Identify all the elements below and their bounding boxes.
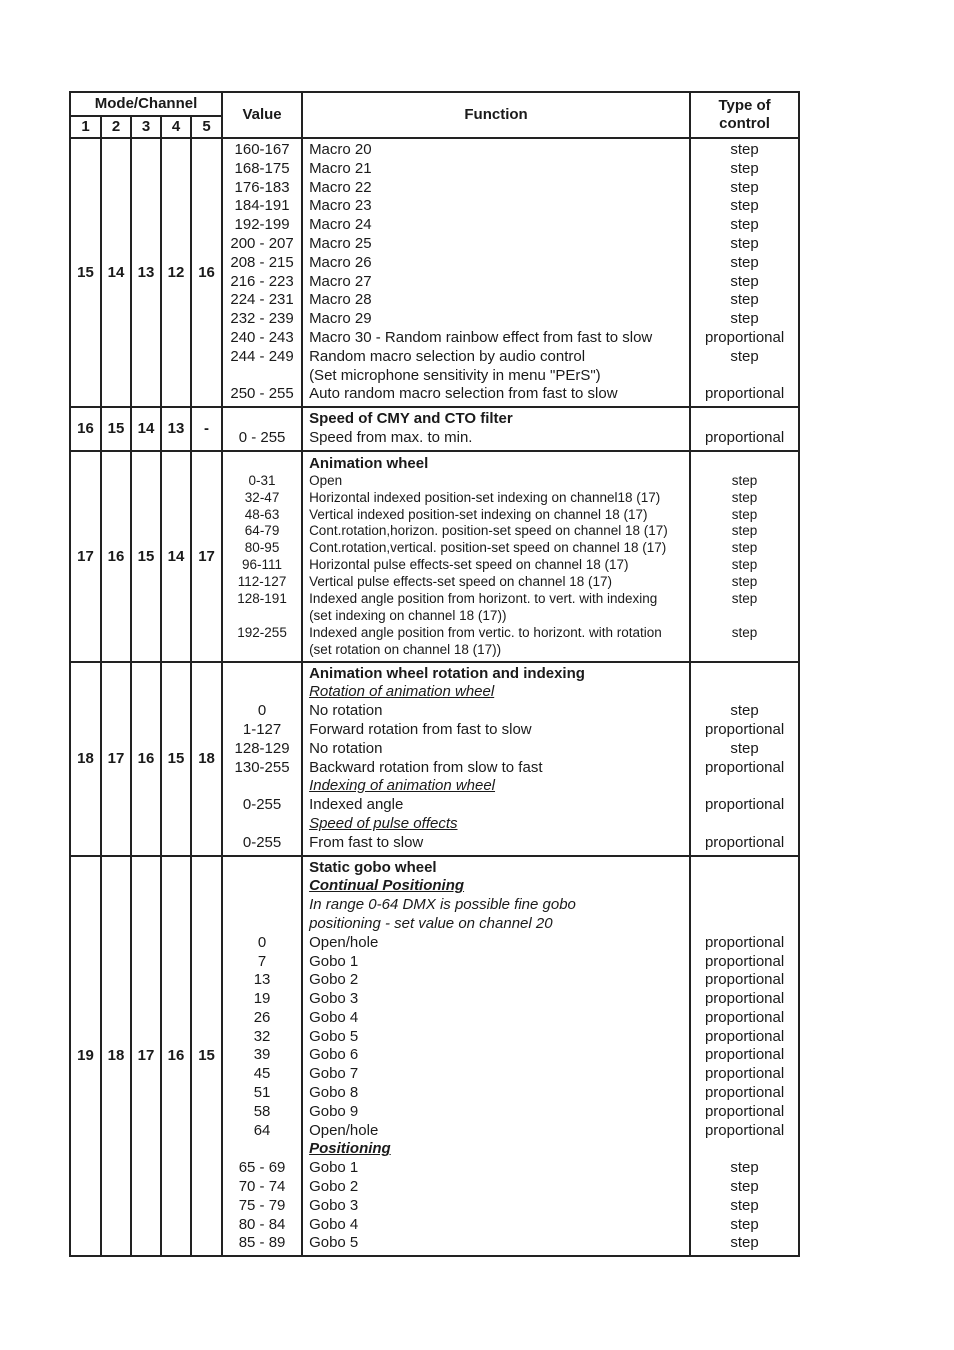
function-line: Macro 28 bbox=[309, 291, 372, 309]
value-line: 192-199 bbox=[234, 216, 290, 234]
channel-number-mode-1: 18 bbox=[70, 662, 101, 856]
value-line: 32-47 bbox=[244, 489, 280, 505]
type-line bbox=[691, 642, 798, 659]
value-line: 224 - 231 bbox=[230, 291, 294, 309]
channel-number-mode-2: 15 bbox=[101, 407, 131, 451]
function-line: No rotation bbox=[309, 702, 383, 720]
channel-number-mode-5: 18 bbox=[191, 662, 222, 856]
table-row bbox=[70, 407, 799, 451]
value-cell bbox=[222, 407, 302, 451]
type-line bbox=[691, 410, 798, 429]
type-line bbox=[691, 367, 798, 386]
function-line: Vertical pulse effects-set speed on channel 18 (17) bbox=[309, 574, 613, 590]
value-line: 51 bbox=[253, 1084, 271, 1102]
mode-4-header: 4 bbox=[161, 116, 191, 138]
channel-number-mode-4: 14 bbox=[161, 451, 191, 662]
mode-2-header: 2 bbox=[101, 116, 131, 138]
value-cell bbox=[222, 451, 302, 662]
type-line: step bbox=[731, 540, 758, 556]
function-line: (Set microphone sensitivity in menu "PErS") bbox=[309, 366, 601, 384]
type-of-control-header bbox=[690, 92, 799, 138]
value-cell bbox=[222, 138, 302, 407]
channel-number-mode-3: 16 bbox=[131, 662, 161, 856]
value-line: 128-129 bbox=[234, 739, 290, 757]
function-line: (set indexing on channel 18 (17)) bbox=[309, 607, 507, 623]
channel-number-mode-3: 14 bbox=[131, 407, 161, 451]
function-line: No rotation bbox=[309, 739, 383, 757]
type-line: proportional bbox=[704, 1008, 785, 1026]
value-line bbox=[223, 642, 301, 659]
channel-number-mode-5: - bbox=[191, 407, 222, 451]
function-line: Speed of pulse offects bbox=[309, 814, 458, 832]
value-line: 0 bbox=[257, 933, 267, 951]
channel-number-mode-4: 12 bbox=[161, 138, 191, 407]
value-line bbox=[223, 665, 301, 684]
type-line: proportional bbox=[704, 758, 785, 776]
value-line: 32 bbox=[253, 1027, 271, 1045]
type-line: proportional bbox=[704, 933, 785, 951]
type-line: step bbox=[730, 253, 759, 271]
function-line: Gobo 3 bbox=[309, 990, 359, 1008]
type-line: proportional bbox=[704, 428, 785, 446]
channel-number-mode-3: 15 bbox=[131, 451, 161, 662]
channel-number-mode-2: 16 bbox=[101, 451, 131, 662]
value-line bbox=[223, 777, 301, 796]
function-line: Horizontal indexed position-set indexing on channel18 (17) bbox=[309, 489, 661, 505]
type-line: step bbox=[730, 159, 759, 177]
function-line: positioning - set value on channel 20 bbox=[309, 914, 553, 932]
type-line: step bbox=[731, 590, 758, 606]
value-line: 96-111 bbox=[242, 557, 283, 573]
type-cell bbox=[690, 407, 799, 451]
function-line: Indexed angle position from horizont. to vert. with indexing bbox=[309, 590, 658, 606]
value-line: 0 bbox=[257, 702, 267, 720]
type-line: step bbox=[730, 291, 759, 309]
value-line: 85 - 89 bbox=[238, 1234, 286, 1252]
value-line: 250 - 255 bbox=[230, 385, 294, 403]
type-line bbox=[691, 454, 798, 473]
value-line: 80-95 bbox=[244, 540, 280, 556]
type-header-line1: Type of bbox=[718, 97, 771, 114]
type-line: step bbox=[731, 489, 758, 505]
type-line: step bbox=[730, 739, 759, 757]
value-line: 0-255 bbox=[242, 796, 282, 814]
type-line: step bbox=[730, 178, 759, 196]
function-line: Gobo 6 bbox=[309, 1046, 359, 1064]
function-line: Speed from max. to min. bbox=[309, 428, 473, 446]
type-line: proportional bbox=[704, 720, 785, 738]
value-line bbox=[223, 1140, 301, 1159]
value-line bbox=[223, 410, 301, 429]
type-line bbox=[691, 1140, 798, 1159]
function-line: Animation wheel rotation and indexing bbox=[309, 664, 585, 682]
function-line: Gobo 5 bbox=[309, 1027, 359, 1045]
value-line: 192-255 bbox=[237, 624, 287, 640]
value-line: 19 bbox=[253, 990, 271, 1008]
type-line: step bbox=[731, 574, 758, 590]
channel-number-mode-4: 16 bbox=[161, 856, 191, 1257]
function-line: Gobo 8 bbox=[309, 1084, 359, 1102]
function-cell bbox=[302, 662, 690, 856]
type-line: proportional bbox=[704, 1084, 785, 1102]
function-line: Gobo 2 bbox=[309, 1178, 359, 1196]
function-line: Auto random macro selection from fast to slow bbox=[309, 385, 618, 403]
value-line: 200 - 207 bbox=[230, 234, 294, 252]
function-line: Macro 25 bbox=[309, 234, 372, 252]
value-line: 128-191 bbox=[237, 590, 287, 606]
type-line: step bbox=[730, 310, 759, 328]
type-cell bbox=[690, 662, 799, 856]
table-row bbox=[70, 451, 799, 662]
function-line: Animation wheel bbox=[309, 454, 429, 472]
type-line: proportional bbox=[704, 385, 785, 403]
mode-5-header: 5 bbox=[191, 116, 222, 138]
value-line: 232 - 239 bbox=[230, 310, 294, 328]
type-line bbox=[691, 915, 798, 934]
channel-number-mode-1: 19 bbox=[70, 856, 101, 1257]
value-line: 48-63 bbox=[244, 506, 280, 522]
value-line: 1-127 bbox=[242, 720, 282, 738]
type-line: proportional bbox=[704, 971, 785, 989]
type-line: step bbox=[730, 141, 759, 158]
function-line: In range 0-64 DMX is possible fine gobo bbox=[309, 896, 576, 914]
value-line: 39 bbox=[253, 1046, 271, 1064]
value-line: 64 bbox=[253, 1121, 271, 1139]
value-line bbox=[223, 683, 301, 702]
channel-number-mode-5: 15 bbox=[191, 856, 222, 1257]
type-line: step bbox=[730, 1215, 759, 1233]
value-line: 160-167 bbox=[234, 141, 290, 158]
channel-number-mode-3: 17 bbox=[131, 856, 161, 1257]
type-line bbox=[691, 877, 798, 896]
type-line: step bbox=[731, 523, 758, 539]
function-line: Gobo 3 bbox=[309, 1196, 359, 1214]
channel-number-mode-4: 13 bbox=[161, 407, 191, 451]
channel-number-mode-2: 17 bbox=[101, 662, 131, 856]
channel-number-mode-1: 17 bbox=[70, 451, 101, 662]
value-line: 45 bbox=[253, 1065, 271, 1083]
function-line: Positioning bbox=[309, 1140, 391, 1158]
type-line: step bbox=[730, 216, 759, 234]
value-line: 75 - 79 bbox=[238, 1196, 286, 1214]
function-line: Open/hole bbox=[309, 933, 379, 951]
type-line bbox=[691, 777, 798, 796]
function-line: Cont.rotation,horizon. position-set speed on channel 18 (17) bbox=[309, 523, 668, 539]
type-line: proportional bbox=[704, 1065, 785, 1083]
type-line: step bbox=[731, 506, 758, 522]
table-row bbox=[70, 138, 799, 407]
function-line: Forward rotation from fast to slow bbox=[309, 720, 532, 738]
type-cell bbox=[690, 138, 799, 407]
mode-3-header: 3 bbox=[131, 116, 161, 138]
table-row bbox=[70, 662, 799, 856]
function-line: (set rotation on channel 18 (17)) bbox=[309, 641, 502, 657]
function-cell bbox=[302, 451, 690, 662]
type-line: step bbox=[730, 1196, 759, 1214]
function-line: Static gobo wheel bbox=[309, 858, 437, 876]
type-line: step bbox=[731, 624, 758, 640]
value-header: Value bbox=[222, 92, 302, 138]
value-line: 58 bbox=[253, 1102, 271, 1120]
type-line: proportional bbox=[704, 833, 785, 851]
type-line: proportional bbox=[704, 952, 785, 970]
type-line: proportional bbox=[704, 796, 785, 814]
function-line: Macro 23 bbox=[309, 197, 372, 215]
value-cell bbox=[222, 662, 302, 856]
type-line: step bbox=[731, 557, 758, 573]
type-line: proportional bbox=[704, 1027, 785, 1045]
channel-number-mode-5: 16 bbox=[191, 138, 222, 407]
function-line: Speed of CMY and CTO filter bbox=[309, 410, 513, 428]
type-line: proportional bbox=[704, 328, 785, 346]
function-line: Macro 21 bbox=[309, 159, 372, 177]
type-line bbox=[691, 608, 798, 625]
value-line: 64-79 bbox=[244, 523, 280, 539]
type-line bbox=[691, 683, 798, 702]
function-line: Macro 29 bbox=[309, 310, 372, 328]
function-line: Macro 22 bbox=[309, 178, 372, 196]
function-line: Gobo 1 bbox=[309, 952, 359, 970]
function-cell bbox=[302, 856, 690, 1257]
function-line: Gobo 4 bbox=[309, 1215, 359, 1233]
type-line bbox=[691, 815, 798, 834]
type-cell bbox=[690, 451, 799, 662]
type-line bbox=[691, 665, 798, 684]
function-line: Gobo 7 bbox=[309, 1065, 359, 1083]
type-line bbox=[691, 896, 798, 915]
function-line: Gobo 9 bbox=[309, 1102, 359, 1120]
value-line: 240 - 243 bbox=[230, 328, 294, 346]
value-line: 70 - 74 bbox=[238, 1178, 286, 1196]
function-line: Indexing of animation wheel bbox=[309, 777, 496, 795]
type-line: step bbox=[730, 1178, 759, 1196]
type-line: step bbox=[730, 347, 759, 365]
function-line: Open/hole bbox=[309, 1121, 379, 1139]
function-line: Macro 26 bbox=[309, 253, 372, 271]
function-header: Function bbox=[302, 92, 690, 138]
channel-number-mode-1: 16 bbox=[70, 407, 101, 451]
type-line: step bbox=[730, 702, 759, 720]
type-line: step bbox=[730, 272, 759, 290]
table-body bbox=[70, 138, 799, 1256]
function-line: Cont.rotation,vertical. position-set speed on channel 18 (17) bbox=[309, 540, 667, 556]
value-line bbox=[223, 454, 301, 473]
function-line: Macro 27 bbox=[309, 272, 372, 290]
value-line: 80 - 84 bbox=[238, 1215, 286, 1233]
function-line: Rotation of animation wheel bbox=[309, 683, 495, 701]
function-line: Indexed angle position from vertic. to horizont. with rotation bbox=[309, 624, 662, 640]
value-line bbox=[223, 815, 301, 834]
function-line: Macro 20 bbox=[309, 141, 372, 158]
channel-number-mode-1: 15 bbox=[70, 138, 101, 407]
function-line: Indexed angle bbox=[309, 796, 404, 814]
function-line: From fast to slow bbox=[309, 833, 424, 851]
channel-number-mode-2: 18 bbox=[101, 856, 131, 1257]
value-line: 168-175 bbox=[234, 159, 290, 177]
mode-channel-header: Mode/Channel bbox=[70, 92, 222, 116]
type-line: step bbox=[730, 197, 759, 215]
type-cell bbox=[690, 856, 799, 1257]
function-line: Macro 24 bbox=[309, 216, 372, 234]
type-line: step bbox=[730, 1159, 759, 1177]
function-line: Horizontal pulse effects-set speed on channel 18 (17) bbox=[309, 557, 629, 573]
value-line: 244 - 249 bbox=[230, 347, 294, 365]
type-line: proportional bbox=[704, 1102, 785, 1120]
value-line: 0-31 bbox=[248, 472, 276, 488]
function-line: Continual Positioning bbox=[309, 877, 465, 895]
type-line: proportional bbox=[704, 1121, 785, 1139]
mode-1-header: 1 bbox=[70, 116, 101, 138]
value-line: 112-127 bbox=[237, 574, 287, 590]
value-line: 26 bbox=[253, 1008, 271, 1026]
value-line: 7 bbox=[257, 952, 267, 970]
value-line: 65 - 69 bbox=[238, 1159, 286, 1177]
dmx-channel-table bbox=[69, 91, 800, 1257]
function-line: Random macro selection by audio control bbox=[309, 347, 586, 365]
value-line: 13 bbox=[253, 971, 271, 989]
type-header-line2: control bbox=[719, 115, 770, 132]
value-line: 130-255 bbox=[234, 758, 290, 776]
value-line: 176-183 bbox=[234, 178, 290, 196]
value-line: 0 - 255 bbox=[238, 428, 286, 446]
function-line: Gobo 4 bbox=[309, 1008, 359, 1026]
value-cell bbox=[222, 856, 302, 1257]
channel-number-mode-3: 13 bbox=[131, 138, 161, 407]
value-line: 184-191 bbox=[234, 197, 290, 215]
value-line: 0-255 bbox=[242, 833, 282, 851]
channel-number-mode-2: 14 bbox=[101, 138, 131, 407]
type-line: step bbox=[730, 234, 759, 252]
value-line bbox=[223, 859, 301, 878]
value-line bbox=[223, 608, 301, 625]
type-line: proportional bbox=[704, 990, 785, 1008]
function-line: Backward rotation from slow to fast bbox=[309, 758, 543, 776]
function-line: Gobo 1 bbox=[309, 1159, 359, 1177]
function-line: Vertical indexed position-set indexing on channel 18 (17) bbox=[309, 506, 648, 522]
type-line: proportional bbox=[704, 1046, 785, 1064]
function-line: Gobo 5 bbox=[309, 1234, 359, 1252]
channel-number-mode-4: 15 bbox=[161, 662, 191, 856]
type-line: step bbox=[731, 472, 758, 488]
type-line bbox=[691, 859, 798, 878]
value-line bbox=[223, 367, 301, 386]
value-line bbox=[223, 896, 301, 915]
function-line: Open bbox=[309, 472, 343, 488]
value-line: 208 - 215 bbox=[230, 253, 294, 271]
value-line bbox=[223, 877, 301, 896]
function-cell bbox=[302, 138, 690, 407]
value-line: 216 - 223 bbox=[230, 272, 294, 290]
table-row bbox=[70, 856, 799, 1257]
channel-number-mode-5: 17 bbox=[191, 451, 222, 662]
type-line: step bbox=[730, 1234, 759, 1252]
function-line: Macro 30 - Random rainbow effect from fast to slow bbox=[309, 328, 653, 346]
value-line bbox=[223, 915, 301, 934]
function-cell bbox=[302, 407, 690, 451]
function-line: Gobo 2 bbox=[309, 971, 359, 989]
